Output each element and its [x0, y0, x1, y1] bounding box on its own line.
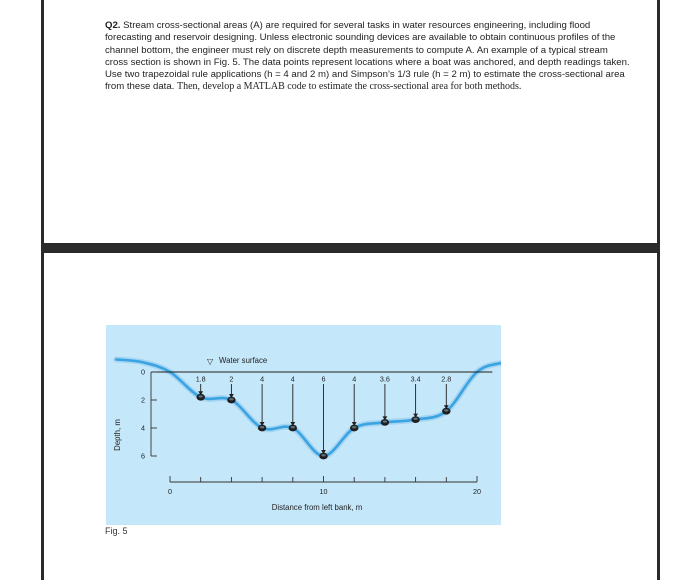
depth-data-point-highlight [383, 420, 387, 422]
y-tick-label: 4 [141, 423, 145, 433]
depth-value-label: 2.8 [441, 374, 452, 384]
question-body: Stream cross-sectional areas (A) are required for several tasks in water resources engineering, including flood forecasting and reservoir designing. Unless electronic sounding devices are available to obtain continuous profiles of the channel bottom, the engineer must rely on discrete depth measurements to compute A. An example of a typical stream cross section is shown in Fig. 5. The data points represent locations where a boat was anchored, and depth readings taken. Use two trapezoidal rule applications (h = 4 and 2 m) and Simpson’s 1/3 rule (h = 2 m) to estimate the cross-sectional area from these data. [105, 20, 630, 93]
depth-value-label: 6 [321, 374, 326, 384]
depth-value-label: 2 [229, 374, 234, 384]
section-divider [41, 243, 660, 253]
x-tick-label: 20 [473, 487, 481, 496]
question-text [105, 20, 630, 94]
depth-data-point-highlight [444, 409, 448, 411]
depth-value-label: 3.6 [379, 374, 390, 384]
water-surface-label: Water surface [219, 356, 268, 365]
x-axis-label: Distance from left bank, m [271, 503, 363, 512]
depth-data-point-highlight [413, 418, 417, 420]
depth-data-point-highlight [260, 426, 264, 428]
x-tick-label: 10 [319, 487, 328, 496]
depth-data-point-highlight [199, 395, 203, 397]
right-frame-border [657, 0, 660, 580]
depth-value-label: 3.4 [410, 374, 421, 384]
y-tick-label: 2 [141, 395, 145, 405]
depth-value-label: 1.8 [195, 374, 206, 384]
depth-data-point-highlight [291, 426, 295, 428]
y-axis-label: Depth, m [113, 419, 122, 451]
left-frame-border [41, 0, 44, 580]
depth-value-label: 4 [352, 374, 357, 384]
depth-value-label: 4 [260, 374, 265, 384]
question-number: Q2. [105, 20, 121, 31]
y-tick-label: 6 [141, 451, 145, 461]
y-tick-label: 0 [141, 367, 145, 377]
figure-caption: Fig. 5 [105, 526, 128, 536]
depth-data-point-highlight [352, 426, 356, 428]
depth-value-label: 4 [290, 374, 295, 384]
stream-cross-section-figure [106, 325, 501, 525]
water-surface-symbol: ▽ [207, 357, 214, 366]
depth-data-point-highlight [321, 454, 325, 456]
question-task: Then, develop a MATLAB code to estimate the cross-sectional area for both methods. [177, 81, 522, 93]
x-tick-label: 0 [168, 487, 172, 496]
depth-data-point-highlight [229, 398, 233, 400]
